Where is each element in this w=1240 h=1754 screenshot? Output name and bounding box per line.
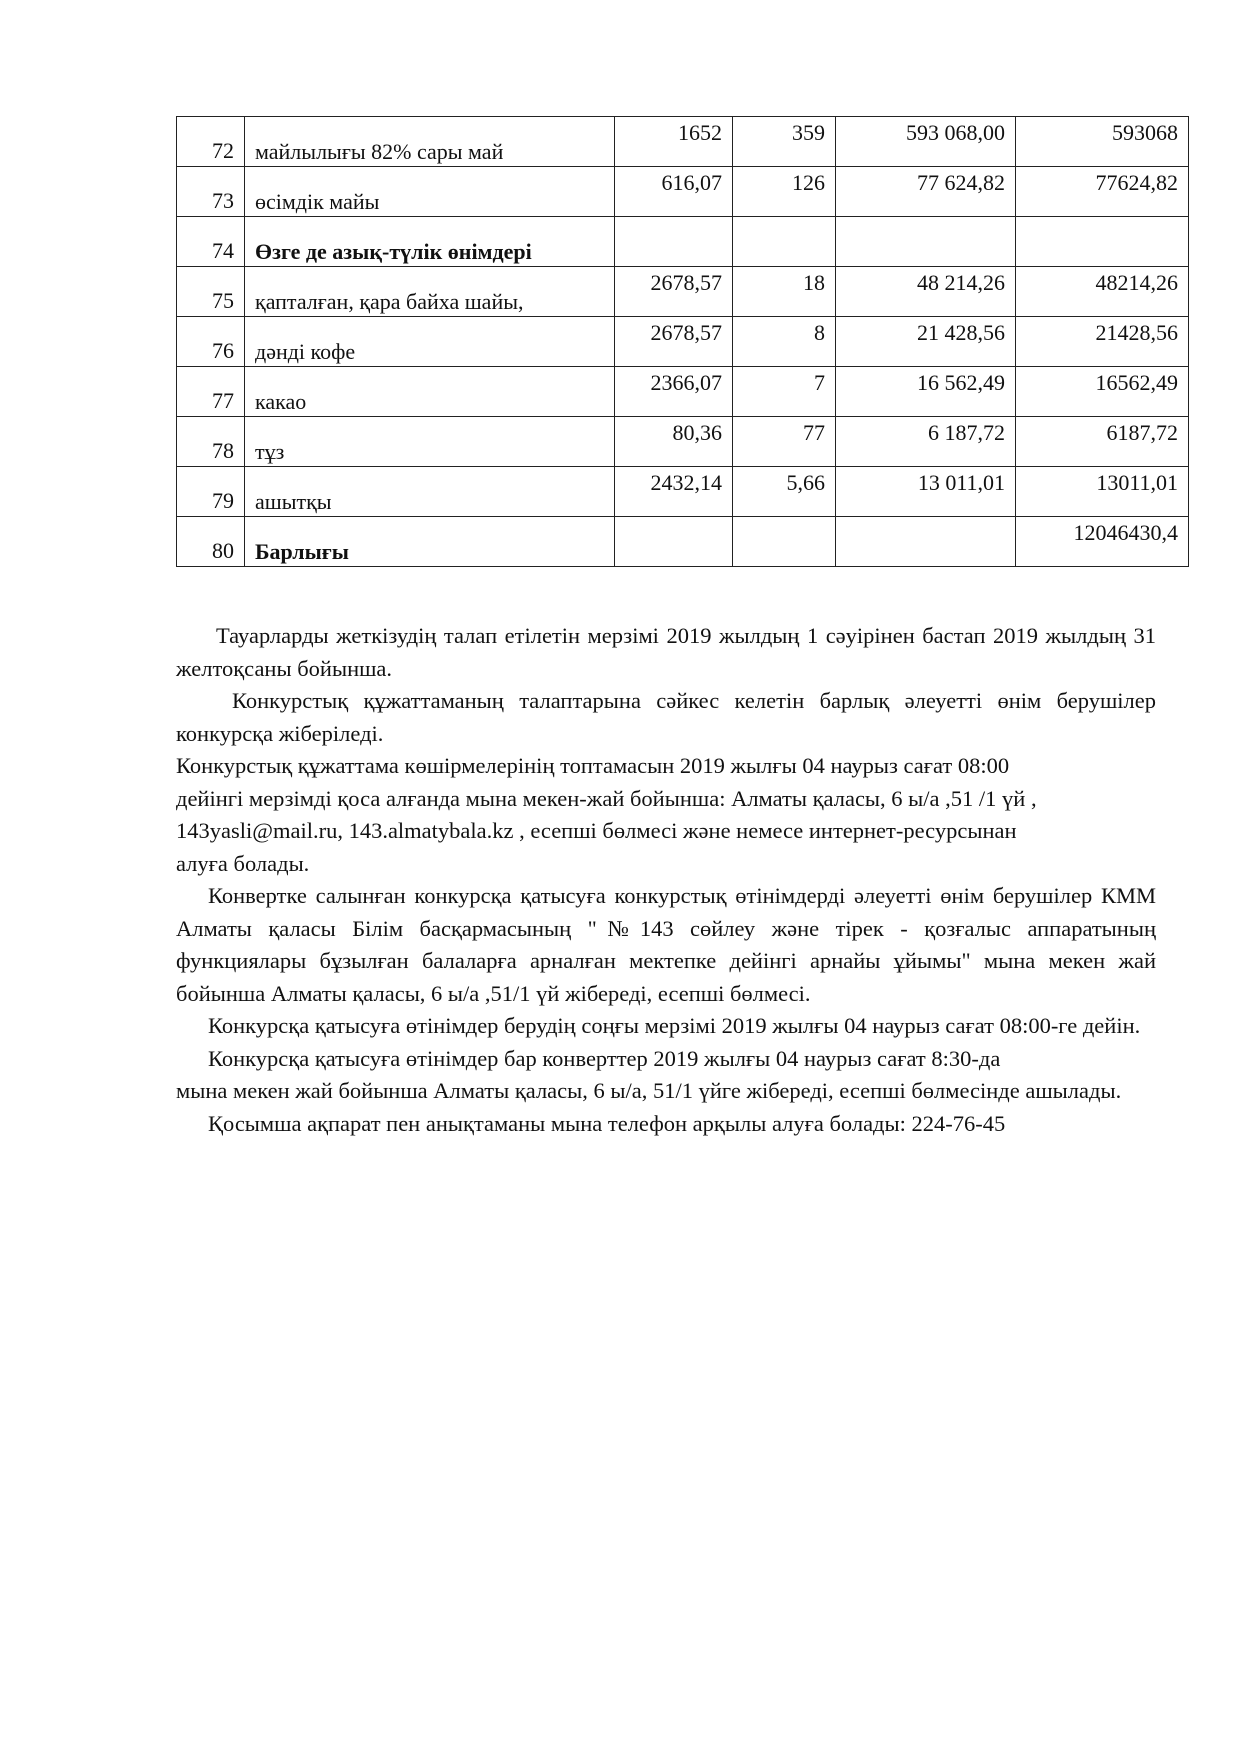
amount-total: 77624,82 xyxy=(1016,167,1189,217)
paragraph-deadline: Конкурсқа қатысуға өтінімдер берудің соңғы мерзімі 2019 жылғы 04 наурыз сағат 08:00-ге дейін. xyxy=(208,1013,1141,1038)
paragraph-opening-rest: мына мекен жай бойынша Алматы қаласы, 6 ы/а, 51/1 үйге жібереді, есепші бөлмесінде ашылады. xyxy=(176,1078,1122,1103)
amount: 6 187,72 xyxy=(836,417,1016,467)
amount: 48 214,26 xyxy=(836,267,1016,317)
amount-total xyxy=(1016,217,1189,267)
row-number: 76 xyxy=(177,317,245,367)
unit-price: 2366,07 xyxy=(615,367,733,417)
quantity: 8 xyxy=(733,317,836,367)
amount-total: 13011,01 xyxy=(1016,467,1189,517)
quantity: 18 xyxy=(733,267,836,317)
table-row xyxy=(177,317,1189,367)
unit-price: 2678,57 xyxy=(615,317,733,367)
table-row xyxy=(177,217,1189,267)
paragraph-documents-line-1: Конкурстық құжаттама көшірмелерінің топтамасын 2019 жылғы 04 наурыз сағат 08:00 xyxy=(176,753,1010,778)
quantity: 7 xyxy=(733,367,836,417)
row-number: 78 xyxy=(177,417,245,467)
paragraph-opening-line-1: Конкурсқа қатысуға өтінімдер бар конверттер 2019 жылғы 04 наурыз сағат 8:30-да xyxy=(208,1045,1001,1071)
quantity xyxy=(733,217,836,267)
unit-price: 2432,14 xyxy=(615,467,733,517)
row-number: 73 xyxy=(177,167,245,217)
unit-price: 616,07 xyxy=(615,167,733,217)
table-row xyxy=(177,167,1189,217)
paragraph-documents-line-2: дейінгі мерзімді қоса алғанда мына мекен-жай бойынша: Алматы қаласы, 6 ы/а ,51 /1 үй , xyxy=(176,785,1037,811)
body-text xyxy=(176,620,1156,1140)
item-name: Барлығы xyxy=(245,517,615,567)
paragraph-documents-line-3: 143yasli@mail.ru, 143.almatybala.kz , есепші бөлмесі және немесе интернет-ресурсынан xyxy=(176,818,1017,843)
item-name: какао xyxy=(245,367,615,417)
amount: 13 011,01 xyxy=(836,467,1016,517)
quantity: 77 xyxy=(733,417,836,467)
paragraph-documents-line-4: алуға болады. xyxy=(176,850,310,876)
amount xyxy=(836,217,1016,267)
goods-table-body xyxy=(177,117,1189,567)
row-number: 74 xyxy=(177,217,245,267)
row-number: 72 xyxy=(177,117,245,167)
quantity: 126 xyxy=(733,167,836,217)
paragraph-envelope-submission: Конвертке салынған конкурсқа қатысуға конкурстық өтінімдерді әлеуетті өнім берушілер КММ Алматы қаласы Білім басқармасының "№143 сөйлеу және тірек - қозғалыс аппаратының функциялары бұзылған балаларға арналған мектепке дейінгі арнайы ұйымы" мына мекен жай бойынша Алматы қаласы, 6 ы/а ,51/1 үй жібереді, есепші бөлмесі. xyxy=(176,883,1156,1006)
amount: 77 624,82 xyxy=(836,167,1016,217)
quantity: 359 xyxy=(733,117,836,167)
row-number: 77 xyxy=(177,367,245,417)
item-name: ашытқы xyxy=(245,467,615,517)
item-name: Өзге де азық-түлік өнімдері xyxy=(245,217,615,267)
unit-price xyxy=(615,517,733,567)
item-name: дәнді кофе xyxy=(245,317,615,367)
amount: 21 428,56 xyxy=(836,317,1016,367)
amount-total: 6187,72 xyxy=(1016,417,1189,467)
amount xyxy=(836,517,1016,567)
table-row xyxy=(177,417,1189,467)
amount-total: 12046430,4 xyxy=(1016,517,1189,567)
amount-total: 593068 xyxy=(1016,117,1189,167)
unit-price: 80,36 xyxy=(615,417,733,467)
unit-price xyxy=(615,217,733,267)
item-name: қапталған, қара байха шайы, xyxy=(245,267,615,317)
paragraph-admission: Конкурстық құжаттаманың талаптарына сәйкес келетін барлық әлеуетті өнім берушілер конкурсқа жіберіледі. xyxy=(176,688,1156,746)
amount: 593 068,00 xyxy=(836,117,1016,167)
table-row xyxy=(177,367,1189,417)
unit-price: 2678,57 xyxy=(615,267,733,317)
table-row xyxy=(177,517,1189,567)
table-row xyxy=(177,267,1189,317)
paragraph-contact-phone: Қосымша ақпарат пен анықтаманы мына телефон арқылы алуға болады: 224-76-45 xyxy=(208,1110,1006,1136)
goods-table xyxy=(176,116,1189,567)
item-name: майлылығы 82% сары май xyxy=(245,117,615,167)
row-number: 75 xyxy=(177,267,245,317)
unit-price: 1652 xyxy=(615,117,733,167)
item-name: өсімдік майы xyxy=(245,167,615,217)
row-number: 80 xyxy=(177,517,245,567)
amount-total: 16562,49 xyxy=(1016,367,1189,417)
table-row xyxy=(177,467,1189,517)
item-name: тұз xyxy=(245,417,615,467)
row-number: 79 xyxy=(177,467,245,517)
quantity: 5,66 xyxy=(733,467,836,517)
amount-total: 21428,56 xyxy=(1016,317,1189,367)
amount-total: 48214,26 xyxy=(1016,267,1189,317)
paragraph-delivery-term: Тауарларды жеткізудің талап етілетін мерзімі 2019 жылдың 1 сәуірінен бастап 2019 жылдың 31 желтоқсаны бойынша. xyxy=(176,623,1156,681)
quantity xyxy=(733,517,836,567)
amount: 16 562,49 xyxy=(836,367,1016,417)
table-row xyxy=(177,117,1189,167)
